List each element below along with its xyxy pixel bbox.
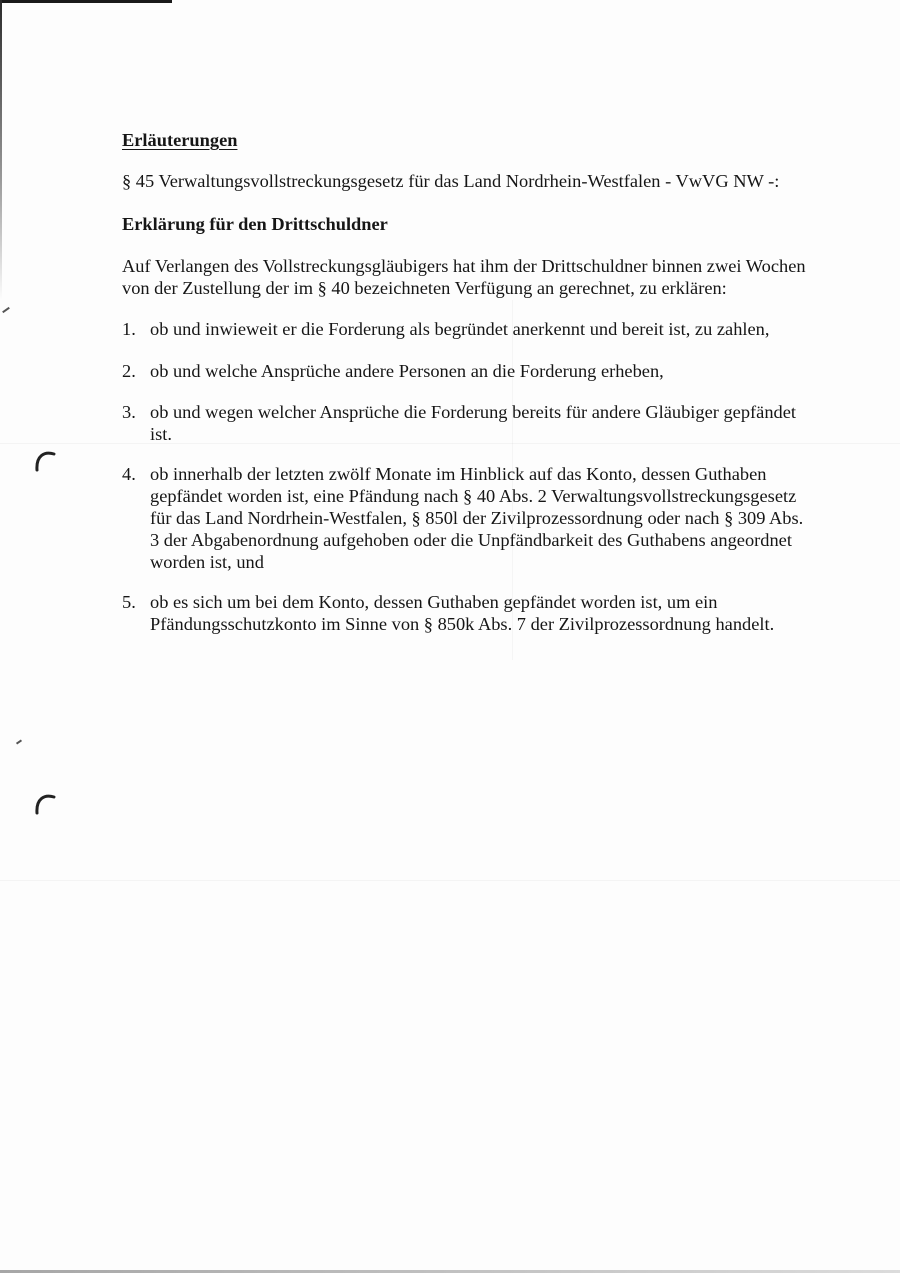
list-item-line: ob es sich um bei dem Konto, dessen Guthaben gepfändet worden ist, um ein [150, 592, 718, 612]
list-item-number: 1. [122, 319, 136, 339]
list-item [122, 591, 812, 635]
law-reference: § 45 Verwaltungsvollstreckungsgesetz für das Land Nordrhein-Westfalen - VwVG NW -: [122, 171, 780, 191]
list-item-text [150, 318, 812, 340]
list-item-text [150, 591, 812, 635]
punch-hole-icon [32, 450, 58, 476]
list-item [122, 463, 812, 573]
list-item-line: ob innerhalb der letzten zwölf Monate im Hinblick auf das Konto, dessen Guthaben [150, 464, 767, 484]
section-heading: Erklärung für den Drittschuldner [122, 214, 388, 234]
list-item-line: gepfändet worden ist, eine Pfändung nach § 40 Abs. 2 Verwaltungsvollstreckungsgesetz [150, 486, 797, 506]
list-item-line: für das Land Nordrhein-Westfalen, § 850l der Zivilprozessordnung oder nach § 309 Abs. [150, 508, 804, 528]
intro-paragraph [122, 255, 812, 299]
list-item-line: ob und inwieweit er die Forderung als begründet anerkennt und bereit ist, zu zahlen, [150, 319, 770, 339]
list-item [122, 318, 812, 340]
fold-line [0, 880, 900, 881]
list-item [122, 401, 812, 445]
list-item-number: 2. [122, 361, 136, 381]
list-item-line: ob und wegen welcher Ansprüche die Forderung bereits für andere Gläubiger gepfändet [150, 402, 796, 422]
punch-hole-icon [32, 793, 58, 819]
scan-mark [2, 307, 10, 313]
list-item-line: worden ist, und [150, 552, 264, 572]
list-item-number: 4. [122, 464, 136, 484]
list-item-text [150, 401, 812, 445]
list-item-number: 5. [122, 592, 136, 612]
list-item [122, 360, 812, 382]
document-title: Erläuterungen [122, 130, 238, 150]
list-item-line: Pfändungsschutzkonto im Sinne von § 850k Abs. 7 der Zivilprozessordnung handelt. [150, 614, 775, 634]
scan-mark [16, 739, 22, 744]
intro-line: Auf Verlangen des Vollstreckungsgläubigers hat ihm der Drittschuldner binnen zwei Wochen [122, 256, 806, 276]
intro-line: von der Zustellung der im § 40 bezeichneten Verfügung an gerechnet, zu erklären: [122, 278, 727, 298]
list-item-number: 3. [122, 402, 136, 422]
list-item-line: ob und welche Ansprüche andere Personen an die Forderung erheben, [150, 361, 664, 381]
scan-edge-left [0, 0, 2, 300]
scan-edge-top [0, 0, 172, 3]
list-item-line: ist. [150, 424, 172, 444]
list-item-text [150, 360, 812, 382]
list-item-line: 3 der Abgabenordnung aufgehoben oder die Unpfändbarkeit des Guthabens angeordnet [150, 530, 792, 550]
list-item-text [150, 463, 812, 573]
